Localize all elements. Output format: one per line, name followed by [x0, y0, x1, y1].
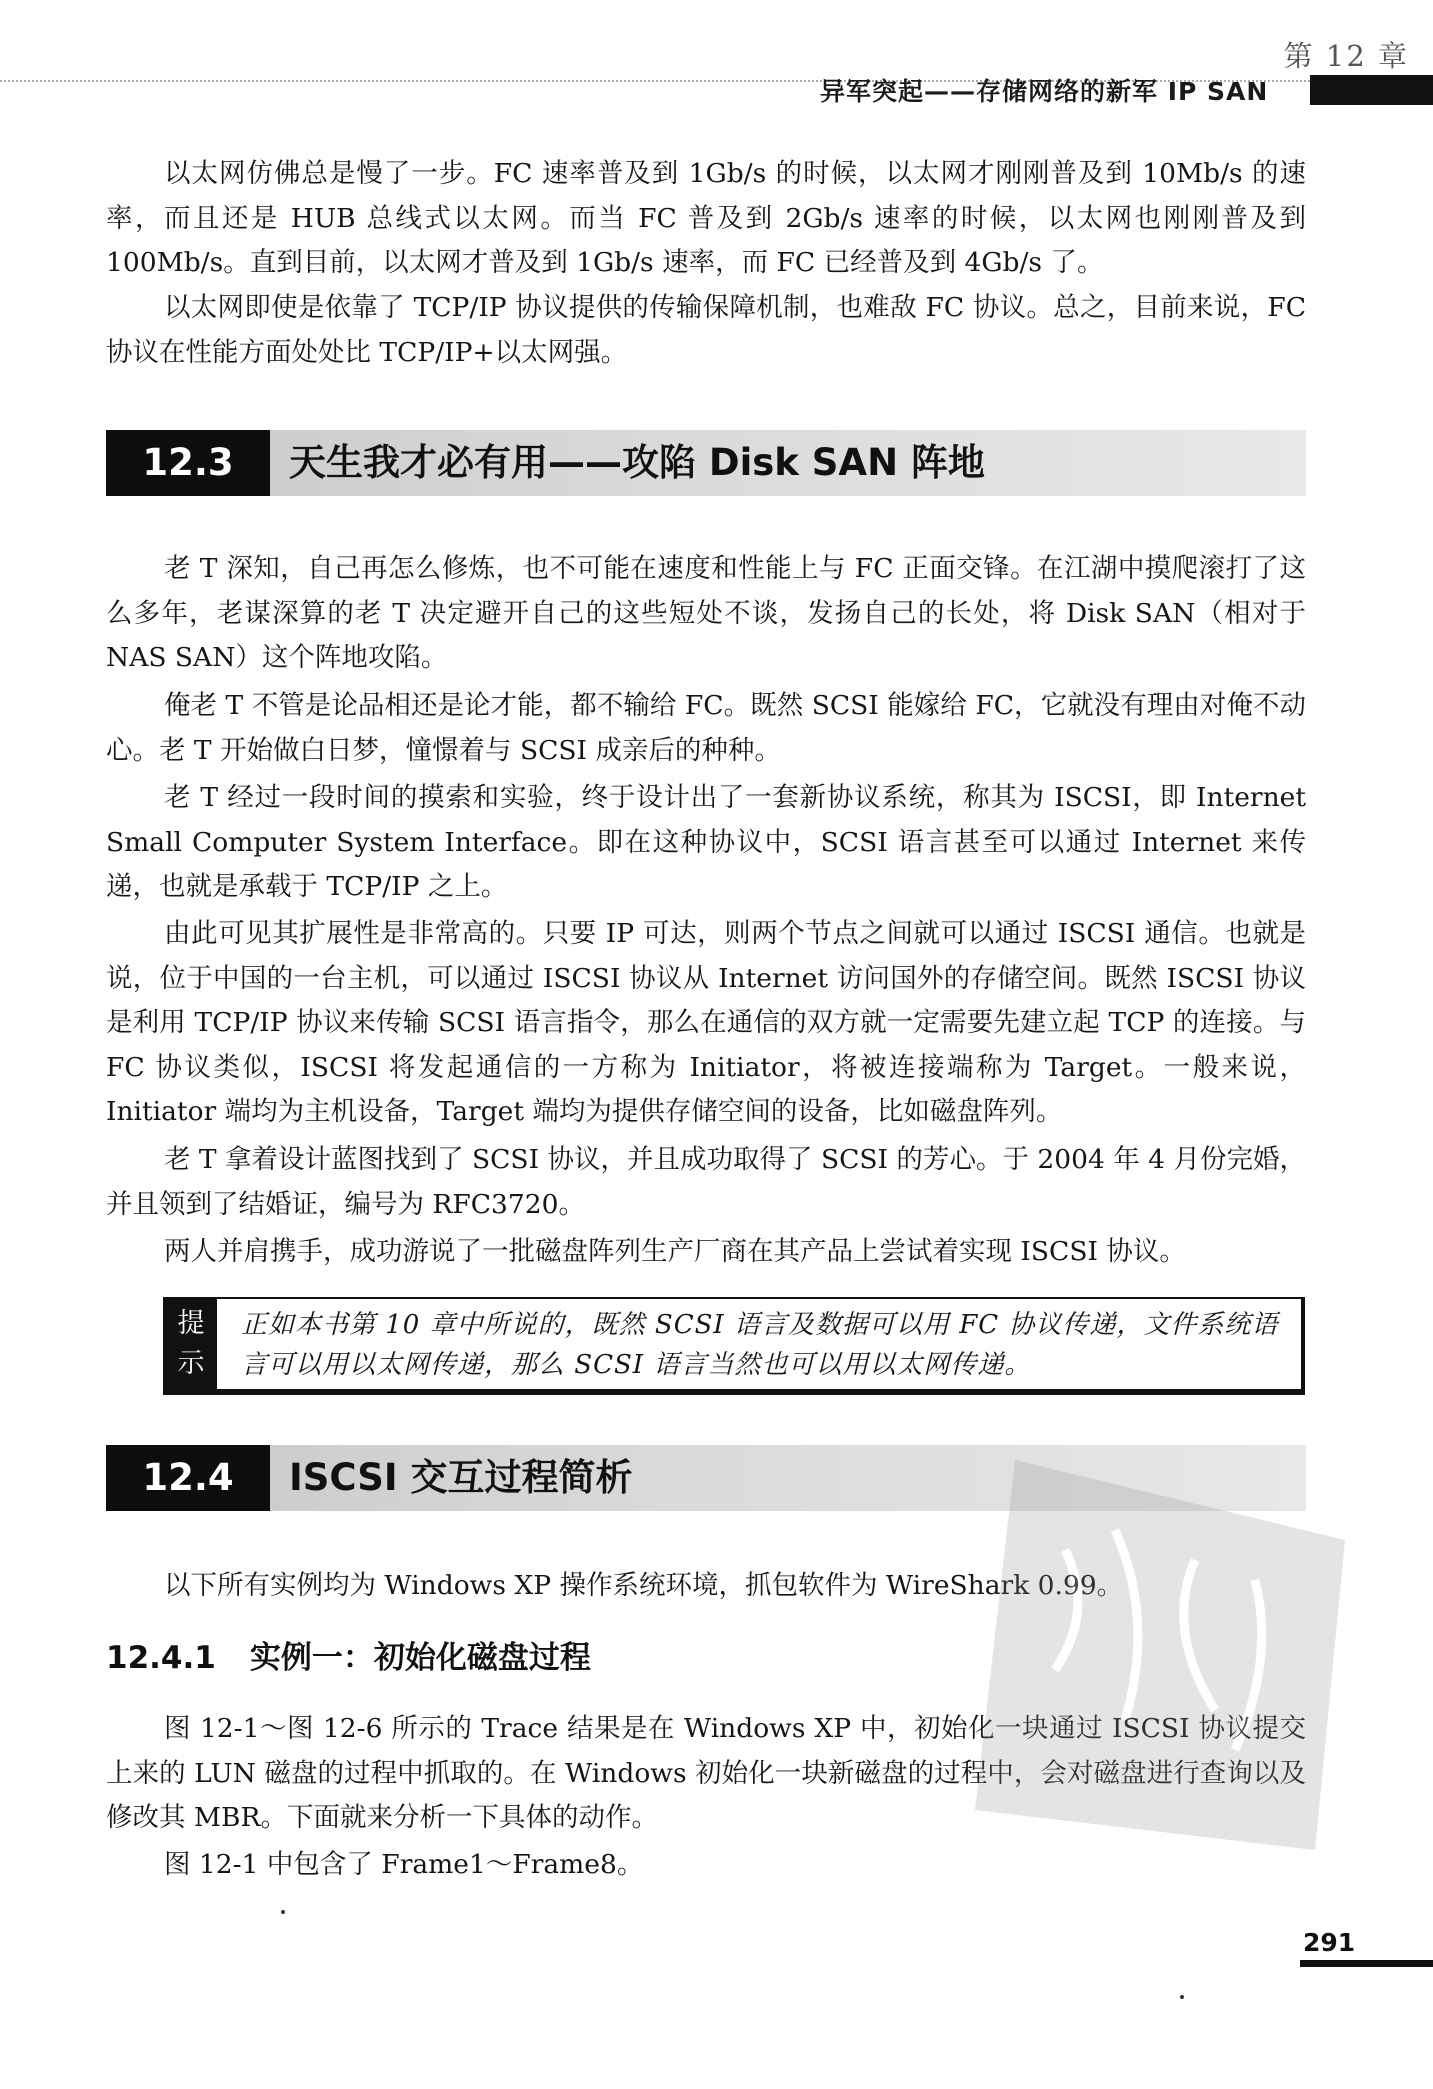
section-title: ISCSI 交互过程简析 — [289, 1456, 633, 1499]
header-bar — [1310, 75, 1433, 105]
paragraph: 由此可见其扩展性是非常高的。只要 IP 可达，则两个节点之间就可以通过 ISCSI 通信。也就是说，位于中国的一台主机，可以通过 ISCSI 协议从 Internet 访问国外的存储空间。既然 ISCSI 协议是利用 TCP/IP 协议来传输 SCSI 语言指令，那么在通信的双方就一定需要先建立起 TCP 的连接。与 FC 协议类似，ISCSI 将发起通信的一方称为 Initiator，将被连接端称为 Target。一般来说，Initiator 端均为主机设备，Target 端均为提供存储空间的设备，比如磁盘阵列。 — [106, 918, 1306, 1127]
subsection-number: 12.4.1 — [106, 1640, 216, 1676]
running-title: 异军突起——存储网络的新军 IP SAN — [820, 77, 1269, 106]
paragraph: 以太网仿佛总是慢了一步。FC 速率普及到 1Gb/s 的时候，以太网才刚刚普及到 10Mb/s 的速率，而且还是 HUB 总线式以太网。而当 FC 普及到 2Gb/s 速率的时候，以太网也刚刚普及到 100Mb/s。直到目前，以太网才普及到 1Gb/s 速率，而 FC 已经普及到 4Gb/s 了。 — [106, 158, 1306, 278]
paragraph: 老 T 深知，自己再怎么修炼，也不可能在速度和性能上与 FC 正面交锋。在江湖中摸爬滚打了这么多年，老谋深算的老 T 决定避开自己的这些短处不谈，发扬自己的长处，将 Disk SAN（相对于 NAS SAN）这个阵地攻陷。 — [106, 553, 1306, 673]
paragraph: 图 12-1 中包含了 Frame1～Frame8。 — [164, 1849, 644, 1880]
subsection-heading — [106, 1632, 591, 1677]
scan-speck — [1180, 1995, 1184, 1999]
tip-text: 正如本书第 10 章中所说的，既然 SCSI 语言及数据可以用 FC 协议传递，文件系统语言可以用以太网传递，那么 SCSI 语言当然也可以用以太网传递。 — [241, 1310, 1279, 1380]
paragraph: 老 T 经过一段时间的摸索和实验，终于设计出了一套新协议系统，称其为 ISCSI，即 Internet Small Computer System Interface。即在这种协议中，SCSI 语言甚至可以通过 Internet 来传递，也就是承载于 TCP/IP 之上。 — [106, 782, 1306, 902]
scan-speck — [281, 1910, 285, 1914]
chapter-label: 第 12 章 — [1283, 39, 1409, 73]
section-banner-12-3 — [106, 430, 1306, 496]
tip-label-top: 提 — [177, 1308, 205, 1339]
paragraph: 老 T 拿着设计蓝图找到了 SCSI 协议，并且成功取得了 SCSI 的芳心。于 2004 年 4 月份完婚，并且领到了结婚证，编号为 RFC3720。 — [106, 1144, 1306, 1220]
section-number: 12.3 — [106, 430, 270, 496]
page-number-bar — [1300, 1960, 1433, 1967]
paragraph: 以下所有实例均为 Windows XP 操作系统环境，抓包软件为 WireShark 0.99。 — [164, 1570, 1124, 1601]
page-number: 291 — [1303, 1928, 1356, 1957]
paragraph: 两人并肩携手，成功游说了一批磁盘阵列生产厂商在其产品上尝试着实现 ISCSI 协议。 — [164, 1236, 1186, 1267]
tip-label — [165, 1299, 217, 1389]
section-number: 12.4 — [106, 1445, 270, 1511]
subsection-title: 实例一：初始化磁盘过程 — [249, 1640, 591, 1676]
watermark-seal-icon — [955, 1430, 1375, 1870]
section-title: 天生我才必有用——攻陷 Disk SAN 阵地 — [289, 441, 985, 484]
paragraph: 图 12-1～图 12-6 所示的 Trace 结果是在 Windows XP 中，初始化一块通过 ISCSI 协议提交上来的 LUN 磁盘的过程中抓取的。在 Windows 初始化一块新磁盘的过程中，会对磁盘进行查询以及修改其 MBR。下面就来分析一下具体的动作。 — [106, 1713, 1306, 1833]
paragraph: 以太网即使是依靠了 TCP/IP 协议提供的传输保障机制，也难敌 FC 协议。总之，目前来说，FC 协议在性能方面处处比 TCP/IP+以太网强。 — [106, 292, 1306, 368]
paragraph: 俺老 T 不管是论品相还是论才能，都不输给 FC。既然 SCSI 能嫁给 FC，它就没有理由对俺不动心。老 T 开始做白日梦，憧憬着与 SCSI 成亲后的种种。 — [106, 690, 1306, 766]
tip-box — [163, 1297, 1305, 1395]
tip-label-bottom: 示 — [177, 1348, 205, 1379]
